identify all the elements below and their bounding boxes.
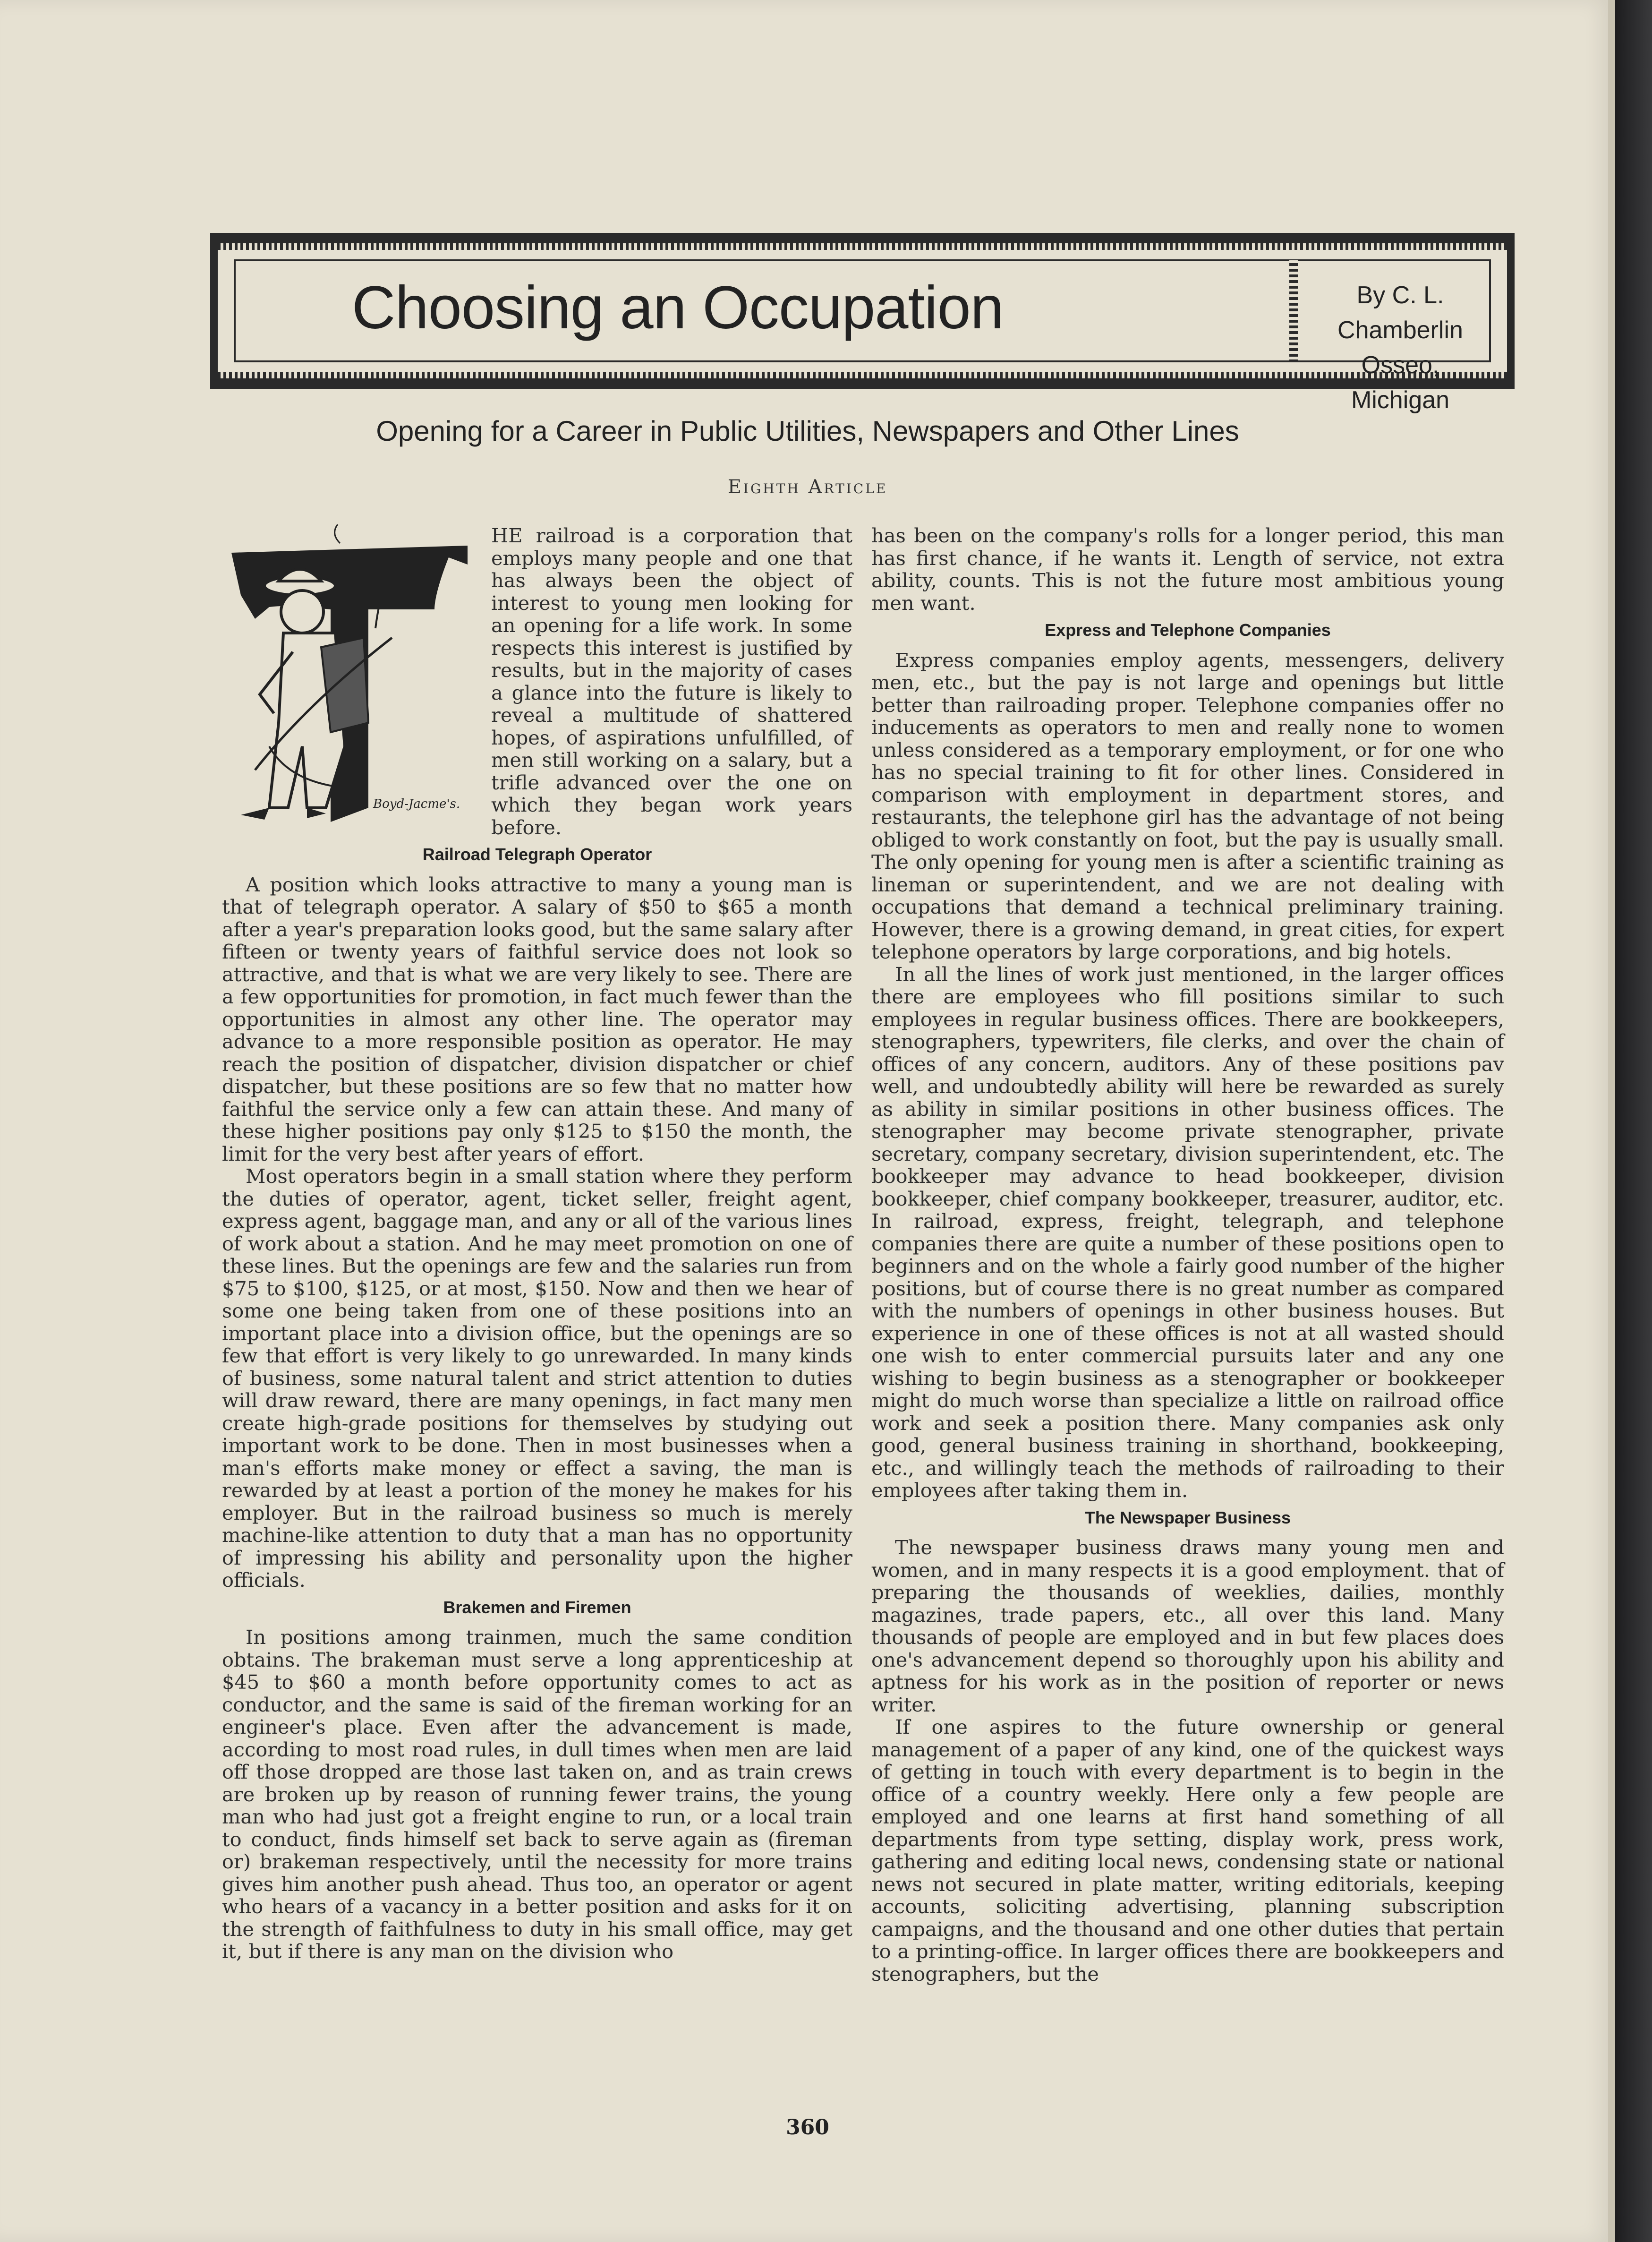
paragraph: Most operators begin in a small station where they perform the duties of operator, agent, ticket seller, freight agent, express agent, baggage man, and any or all of the various lines of work about a station. And he may meet promotion on one of these lines. But the openings are few and the salaries run from $75 to $100, $125, or at most, $150. Now and then we hear of some one being taken from one of these positions into an important place into a division office, but the openings are so few that effort is very likely to go unrewarded. In many kinds of business, some natural talent and strict attention to duties will draw reward, there are many openings, in fact many men create high-grade positions for themselves by studying out important work to be done. Then in most businesses when a man's efforts make money or effect a saving, the man is rewarded by at least a portion of the money he makes for his employer. But in the railroad business so much is merely machine-like attention to duty that a man has no opportunity of impressing his ability and personality upon the higher officials.: [222, 1164, 852, 1592]
paragraph: If one aspires to the future ownership or general management of a paper of any kind, one of the quickest ways of getting in touch with every department is to begin in the office of a country weekly. Here only a few people are employed and one learns at first hand something of all departments from type setting, display work, press work, gathering and editing local news, condensing state or national news not secured in plate matter, writing editorials, keeping accounts, soliciting advertising, planning subscription campaigns, and the thousand and one other duties that pertain to a printing-office. In larger offices there are bookkeepers and stenographers, but the: [871, 1715, 1504, 1985]
intro-paragraph: HE railroad is a corporation that employs many people and one that has always been the object of interest to young men looking for an opening for a life work. In some respects this interest is justified by results, but in the majority of cases a glance into the future is likely to reveal a multitude of shattered hopes, of aspirations unfulfilled, of men still working on a salary, but a trifle advanced over the one on which they began work years before.: [491, 524, 852, 839]
dropcap-illustration: [213, 524, 482, 827]
heading-brakemen-firemen: Brakemen and Firemen: [443, 1597, 631, 1617]
paragraph: In positions among trainmen, much the same condition obtains. The brakeman must serve a long apprenticeship at $45 to $60 a month before opportunity comes to act as conductor, and the same is said of the fireman working for an engineer's place. Even after the advancement is made, according to most road rules, in dull times when men are laid off those dropped are those last taken on, and as train crews are broken up by reason of running fewer trains, the young man who had just got a freight engine to run, or a local train to conduct, finds himself set back to serve again as (fireman or) brakeman respectively, until the necessity for more trains gives him another push ahead. Thus too, an operator or agent who hears of a vacancy in a better position and asks for it on the strength of faithfulness to duty in his small office, may get it, but if there is any man on the division who: [222, 1626, 852, 1963]
fisherman-drop-cap-t: [213, 524, 482, 827]
adjacent-page-edge: [1615, 0, 1652, 2242]
heading-railroad-telegraph: Railroad Telegraph Operator: [422, 845, 652, 864]
left-column: [222, 524, 852, 1963]
author-location: Osseo, Michigan: [1351, 351, 1450, 414]
heading-express-telephone: Express and Telephone Companies: [1045, 620, 1331, 640]
illustrator-signature: Boyd-Jacme's.: [373, 797, 460, 811]
heading-newspaper-business: The Newspaper Business: [1084, 1507, 1291, 1527]
paragraph: Express companies employ agents, messengers, delivery men, etc., but the pay is not large and openings but little better than railroading proper. Telephone companies offer no inducements as operators to men and really none to women unless considered as a temporary employment, or for one who has no special training to fit for other lines. Considered in comparison with employment in department stores, and restaurants, the telephone girl has the advantage of not being obliged to work constantly on foot, but the pay is usually small. The only opening for young men is after a scientific training as lineman or superintendent, and we are not dealing with occupations that demand a technical preliminary training. However, there is a growing demand, in great cities, for expert telephone operators by large corporations, and big hotels.: [871, 648, 1504, 963]
paragraph: A position which looks attractive to many a young man is that of telegraph operator. A salary of $50 to $65 a month after a year's preparation looks good, but the same salary after fifteen or twenty years of faithful service does not look so attractive, and that is what we are very likely to see. There are a few opportunities for promotion, in fact much fewer than the opportunities in almost any other line. The operator may advance to a more responsible position as operator. He may reach the position of dispatcher, division dispatcher or chief dispatcher, but these positions are so few that no matter how faithful the service only a few can attain these. And many of these higher positions pay only $125 to $150 the month, the limit for the very best after years of effort.: [222, 873, 852, 1165]
banner-divider: [1289, 259, 1298, 362]
article-number: Eighth Article: [727, 476, 888, 498]
article-subtitle: Opening for a Career in Public Utilities, Newspapers and Other Lines: [376, 415, 1239, 447]
byline: [1311, 278, 1490, 418]
paragraph: The newspaper business draws many young men and women, and in many respects it is a good employment. that of preparing the thousands of weeklies, dailies, monthly magazines, trade papers, etc., all over this land. Many thousands of people are employed and in but few places does one's advancement depend so thoroughly upon his ability and aptness for his work as in the position of reporter or news writer.: [871, 1536, 1504, 1716]
article-title: Choosing an Occupation: [352, 274, 1004, 342]
author-name: By C. L. Chamberlin: [1337, 282, 1463, 344]
title-banner: [210, 233, 1515, 414]
banner-pattern-top: [218, 243, 1507, 250]
paragraph: has been on the company's rolls for a longer period, this man has first chance, if he wants it. Length of service, not extra ability, counts. This is not the future most ambitious young men want.: [871, 524, 1504, 615]
right-column: [871, 524, 1504, 1985]
page-number: 360: [786, 2115, 829, 2139]
paragraph: In all the lines of work just mentioned, in the larger offices there are employees who fill positions similar to such employees in regular business offices. There are bookkeepers, stenographers, typewriters, file clerks, and over the chain of offices of any concern, auditors. Any of these positions pav well, and undoubtedly ability will here be rewarded as surely as ability in similar positions in other business offices. The stenographer may become private stenographer, private secretary, company secretary, division superintendent, etc. The bookkeeper may advance to head bookkeeper, division bookkeeper, chief company bookkeeper, treasurer, auditor, etc. In railroad, express, freight, telegraph, and telephone companies there are quite a number of these positions open to beginners and on the whole a fairly good number of the higher positions, but of course there is no great number as compared with the numbers of openings in other business houses. But experience in one of these offices is not at all wasted should one wish to enter commercial pursuits later and any one wishing to begin business as a stenographer or bookkeeper might do much worse than specialize a little on railroad office work and seek a position there. Many companies ask only good, general business training in shorthand, bookkeeping, etc., and willingly teach the methods of railroading to their employees after taking them in.: [871, 962, 1504, 1502]
